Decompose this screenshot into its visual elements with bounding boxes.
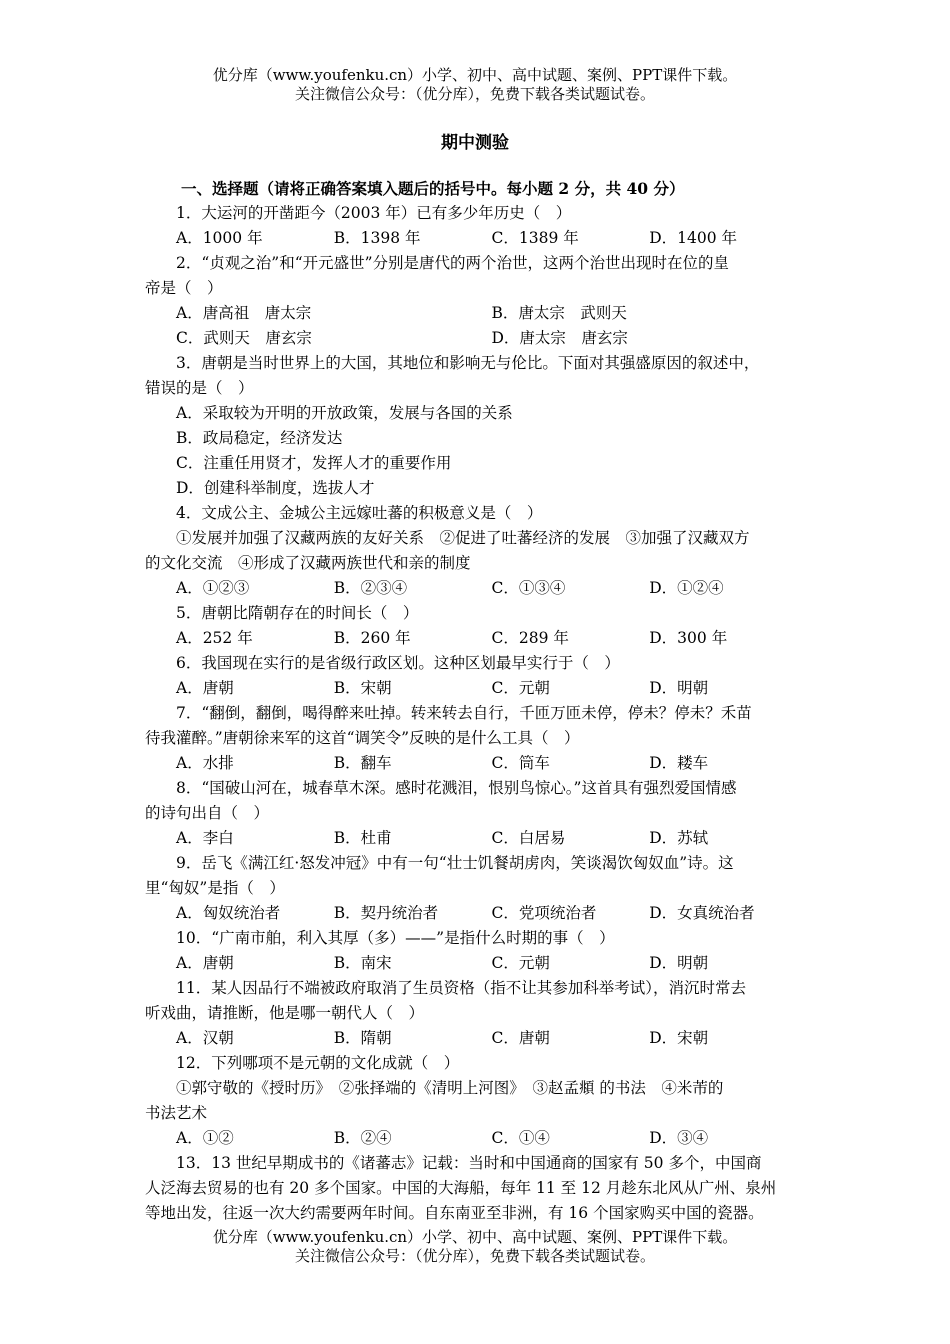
option-b: B．唐太宗 武则天 xyxy=(491,304,627,322)
footer-line-1: 优分库（www.youfenku.cn）小学、初中、高中试题、案例、PPT课件下载。 xyxy=(212,1228,738,1246)
option-b: B．翻车 xyxy=(333,754,392,772)
option-a: A．①②③ xyxy=(176,579,250,597)
header-line-2: 关注微信公众号：（优分库），免费下载各类试题试卷。 xyxy=(294,85,655,103)
option-c: C．筒车 xyxy=(491,754,550,772)
option-d: D．女真统治者 xyxy=(649,904,755,922)
option-c: C．①③④ xyxy=(491,579,566,597)
option-b: B．契丹统治者 xyxy=(333,904,439,922)
option-d: D．明朝 xyxy=(649,954,709,972)
option-d: D．①②④ xyxy=(649,579,724,597)
exam-body xyxy=(145,176,807,1226)
option-a: A．汉朝 xyxy=(176,1029,234,1047)
question-3-stem: 3．唐朝是当时世界上的大国，其地位和影响无与伦比。下面对其强盛原因的叙述中， xyxy=(176,354,760,372)
option-d: D．唐太宗 唐玄宗 xyxy=(491,329,628,347)
question-10-stem: 10．“广南市舶，利入其厚（多）——”是指什么时期的事（ ） xyxy=(176,929,615,947)
option-d: D．创建科举制度，选拔人才 xyxy=(176,479,375,497)
option-a: A．匈奴统治者 xyxy=(176,904,281,922)
question-7-stem: 7．“翻倒，翻倒，喝得醉来吐掉。转来转去自行，千匝万匝未停，停未？停未？禾苗 xyxy=(176,704,752,722)
question-8-options xyxy=(145,826,807,851)
question-4-stem: 4．文成公主、金城公主远嫁吐蕃的积极意义是（ ） xyxy=(176,504,543,522)
question-1-options xyxy=(145,226,807,251)
option-d: D．耧车 xyxy=(649,754,709,772)
page-footer xyxy=(0,1228,950,1266)
option-a: A．①② xyxy=(176,1129,234,1147)
option-a: A．采取较为开明的开放政策，发展与各国的关系 xyxy=(176,404,513,422)
option-c: C．注重任用贤才，发挥人才的重要作用 xyxy=(176,454,452,472)
question-2-stem-cont: 帝是（ ） xyxy=(145,279,223,297)
page-header xyxy=(0,66,950,104)
option-d: D．宋朝 xyxy=(649,1029,709,1047)
option-c: C．①④ xyxy=(491,1129,550,1147)
question-12-statements-cont: 书法艺术 xyxy=(145,1104,208,1122)
question-5-options xyxy=(145,626,807,651)
option-b: B．南宋 xyxy=(333,954,392,972)
question-2-options-row-2 xyxy=(145,326,807,351)
question-10-options xyxy=(145,951,807,976)
option-a: A．唐朝 xyxy=(176,679,234,697)
question-2-options-row-1 xyxy=(145,301,807,326)
question-1-stem: 1．大运河的开凿距今（2003 年）已有多少年历史（ ） xyxy=(176,204,572,222)
question-2-stem: 2．“贞观之治”和“开元盛世”分别是唐代的两个治世，这两个治世出现时在位的皇 xyxy=(176,254,730,272)
option-c: C．唐朝 xyxy=(491,1029,550,1047)
question-9-stem: 9．岳飞《满江红·怒发冲冠》中有一句“壮士饥餐胡虏肉，笑谈渴饮匈奴血”诗。这 xyxy=(176,854,734,872)
question-5-stem: 5．唐朝比隋朝存在的时间长（ ） xyxy=(176,604,419,622)
option-a: A．唐高祖 唐太宗 xyxy=(176,304,312,322)
option-c: C．武则天 唐玄宗 xyxy=(176,329,312,347)
question-11-options xyxy=(145,1026,807,1051)
question-9-options xyxy=(145,901,807,926)
question-12-statements: ①郭守敬的《授时历》 ②张择端的《清明上河图》 ③赵孟頫 的书法 ④米芾的 xyxy=(176,1079,724,1097)
question-13-stem-cont-1: 人泛海去贸易的也有 20 多个国家。中国的大海船，每年 11 至 12 月趁东北风从广州、泉州 xyxy=(145,1179,777,1197)
question-9-stem-cont: 里“匈奴”是指（ ） xyxy=(145,879,285,897)
section-heading: 一、选择题（请将正确答案填入题后的括号中。每小题 2 分，共 40 分） xyxy=(181,179,685,198)
question-7-stem-cont: 待我灌醉。”唐朝徐来军的这首“调笑令”反映的是什么工具（ ） xyxy=(145,729,580,747)
option-c: C．白居易 xyxy=(491,829,566,847)
option-d: D．苏轼 xyxy=(649,829,709,847)
option-b: B．隋朝 xyxy=(333,1029,392,1047)
option-b: B．政局稳定，经济发达 xyxy=(176,429,343,447)
footer-line-2: 关注微信公众号：（优分库），免费下载各类试题试卷。 xyxy=(294,1247,655,1265)
option-c: C．289 年 xyxy=(491,629,569,647)
question-8-stem: 8．“国破山河在，城春草木深。感时花溅泪，恨别鸟惊心。”这首具有强烈爱国情感 xyxy=(176,779,737,797)
option-a: A．1000 年 xyxy=(176,229,263,247)
question-4-statements: ①发展并加强了汉藏两族的友好关系 ②促进了吐蕃经济的发展 ③加强了汉藏双方 xyxy=(176,529,750,547)
option-b: B．②④ xyxy=(333,1129,392,1147)
option-a: A．水排 xyxy=(176,754,234,772)
option-b: B．1398 年 xyxy=(333,229,421,247)
option-d: D．明朝 xyxy=(649,679,709,697)
option-b: B．②③④ xyxy=(333,579,408,597)
question-4-options xyxy=(145,576,807,601)
question-13-stem: 13．13 世纪早期成书的《诸蕃志》记载：当时和中国通商的国家有 50 多个，中国商 xyxy=(176,1154,762,1172)
question-4-statements-cont: 的文化交流 ④形成了汉藏两族世代和亲的制度 xyxy=(145,554,471,572)
question-6-options xyxy=(145,676,807,701)
option-d: D．③④ xyxy=(649,1129,709,1147)
option-c: C．1389 年 xyxy=(491,229,579,247)
option-c: C．党项统治者 xyxy=(491,904,597,922)
option-d: D．1400 年 xyxy=(649,229,738,247)
question-8-stem-cont: 的诗句出自（ ） xyxy=(145,804,270,822)
header-line-1: 优分库（www.youfenku.cn）小学、初中、高中试题、案例、PPT课件下载。 xyxy=(212,66,738,84)
question-11-stem-cont: 听戏曲，请推断，他是哪一朝代人（ ） xyxy=(145,1004,425,1022)
option-a: A．唐朝 xyxy=(176,954,234,972)
page-title: 期中测验 xyxy=(441,133,509,153)
option-b: B．杜甫 xyxy=(333,829,392,847)
option-c: C．元朝 xyxy=(491,679,550,697)
option-b: B．宋朝 xyxy=(333,679,392,697)
question-12-options xyxy=(145,1126,807,1151)
question-12-stem: 12．下列哪项不是元朝的文化成就（ ） xyxy=(176,1054,460,1072)
question-3-stem-cont: 错误的是（ ） xyxy=(145,379,254,397)
question-6-stem: 6．我国现在实行的是省级行政区划。这种区划最早实行于（ ） xyxy=(176,654,620,672)
question-7-options xyxy=(145,751,807,776)
option-c: C．元朝 xyxy=(491,954,550,972)
question-13-stem-cont-2: 等地出发，往返一次大约需要两年时间。自东南亚至非洲，有 16 个国家购买中国的瓷器。 xyxy=(145,1204,764,1222)
question-11-stem: 11．某人因品行不端被政府取消了生员资格（指不让其参加科举考试），消沉时常去 xyxy=(176,979,746,997)
option-a: A．252 年 xyxy=(176,629,253,647)
option-d: D．300 年 xyxy=(649,629,728,647)
option-b: B．260 年 xyxy=(333,629,411,647)
option-a: A．李白 xyxy=(176,829,234,847)
